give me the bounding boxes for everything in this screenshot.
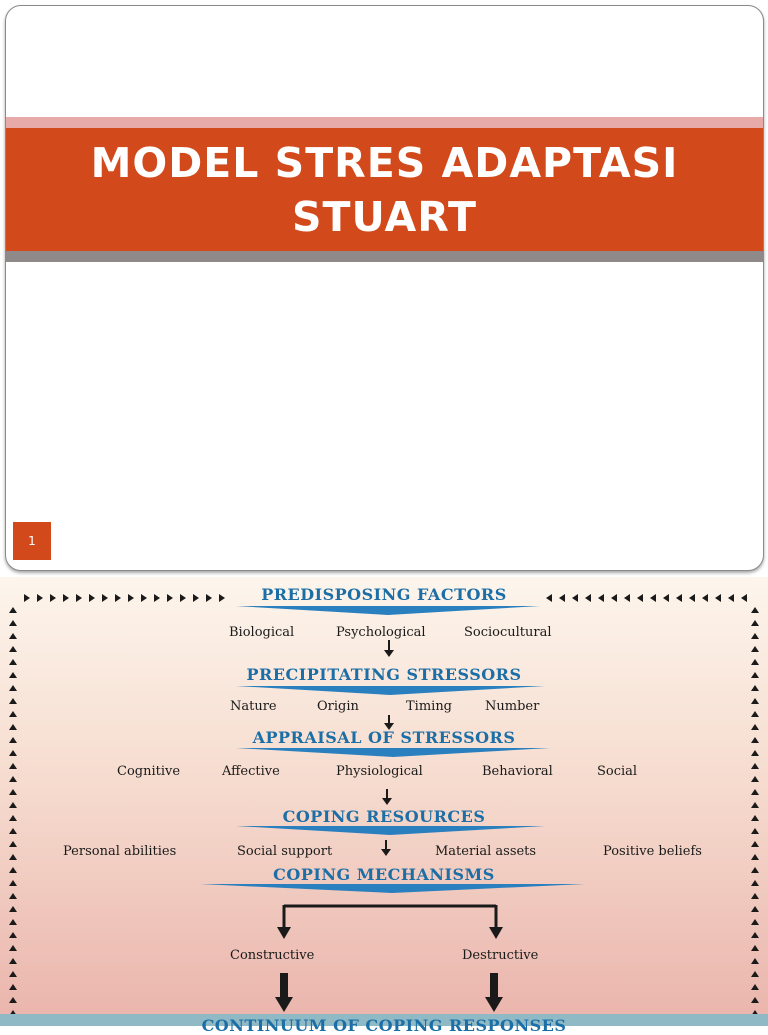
coping-resources-heading: COPING RESOURCES <box>282 807 486 826</box>
title-bottom-stripe <box>6 251 763 262</box>
list-item: Personal abilities <box>63 844 177 859</box>
flow-connectors <box>0 577 768 1024</box>
coping-mechanisms-bar <box>200 884 585 893</box>
list-item: Biological <box>229 625 295 640</box>
arrow-down-icon <box>485 973 503 1012</box>
continuum-heading: CONTINUUM OF COPING RESPONSES <box>201 1016 567 1035</box>
arrow-down-icon <box>382 789 392 805</box>
split-connector <box>277 905 503 939</box>
list-item: Sociocultural <box>464 625 552 640</box>
predisposing-factors-heading: PREDISPOSING FACTORS <box>261 585 507 604</box>
page-number-badge: 1 <box>13 522 51 560</box>
title-top-stripe <box>6 117 763 128</box>
list-item: Number <box>485 699 540 714</box>
precipitating-stressors-heading: PRECIPITATING STRESSORS <box>246 665 522 684</box>
coping-resources-bar <box>236 826 545 835</box>
list-item: Physiological <box>336 764 423 779</box>
title-band <box>6 128 763 251</box>
appraisal-of-stressors-heading: APPRAISAL OF STRESSORS <box>252 728 516 747</box>
title-slide <box>5 5 764 571</box>
slide-title: MODEL STRES ADAPTASI STUART <box>90 138 679 241</box>
list-item: Cognitive <box>117 764 181 779</box>
predisposing-bar <box>236 606 540 615</box>
list-item: Origin <box>317 699 359 714</box>
destructive-label: Destructive <box>462 948 539 963</box>
arrow-down-icon <box>275 973 293 1012</box>
list-item: Social support <box>237 844 333 859</box>
precipitating-bar <box>236 686 545 695</box>
list-item: Positive beliefs <box>603 844 702 859</box>
list-item: Material assets <box>435 844 537 859</box>
list-item: Psychological <box>336 625 426 640</box>
list-item: Social <box>597 764 638 779</box>
appraisal-bar <box>236 748 550 757</box>
constructive-label: Constructive <box>230 948 315 963</box>
arrow-down-icon <box>381 840 391 856</box>
list-item: Nature <box>230 699 277 714</box>
list-item: Timing <box>406 699 453 714</box>
list-item: Affective <box>222 764 280 779</box>
stress-adaptation-diagram <box>0 577 768 1035</box>
coping-mechanisms-heading: COPING MECHANISMS <box>273 865 495 884</box>
list-item: Behavioral <box>482 764 553 779</box>
arrow-down-icon <box>384 640 394 657</box>
